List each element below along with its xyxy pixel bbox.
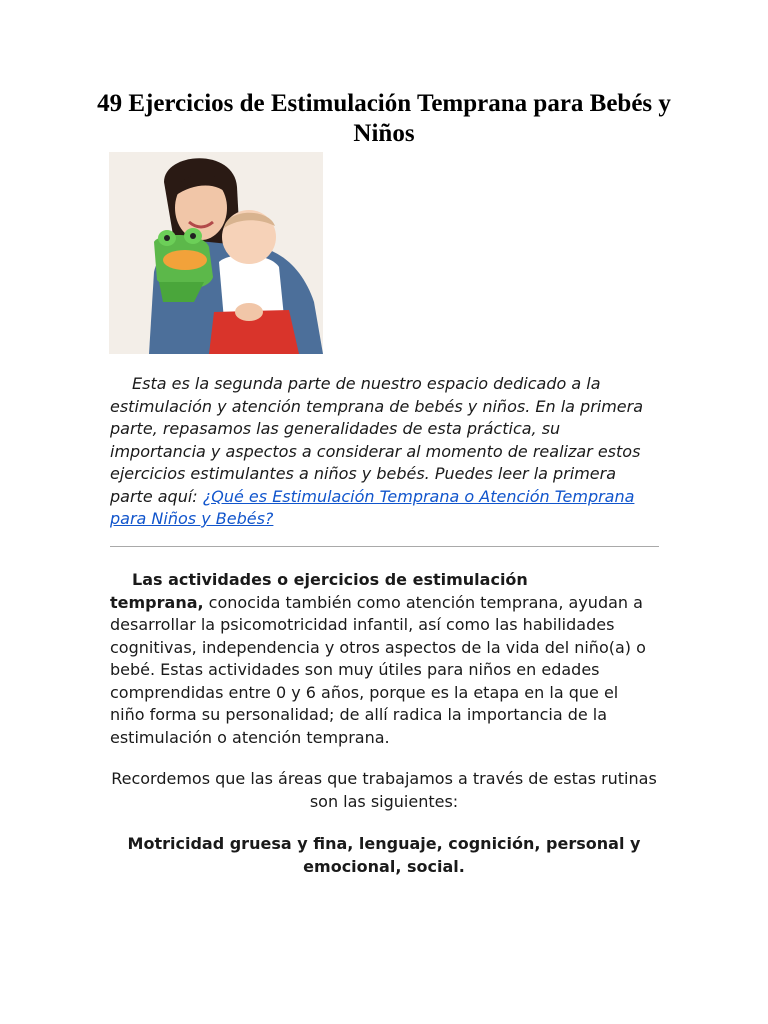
intro-text: Esta es la segunda parte de nuestro espacio dedicado a la estimulación y atención temprana de bebés y niños. En la primera parte, repasamos las generalidades de esta práctica, su importancia y aspectos a considerar al momento de realizar estos ejercicios estimulantes a niños y bebés. Puedes leer la primera parte aquí:: [110, 374, 644, 506]
areas-intro-paragraph: Recordemos que las áreas que trabajamos a través de estas rutinas son las siguientes:: [111, 769, 657, 811]
intro-paragraph: [110, 373, 658, 531]
mother-baby-photo: [109, 152, 323, 354]
areas-list-paragraph: Motricidad gruesa y fina, lenguaje, cognición, personal y emocional, social.: [127, 834, 641, 876]
activities-heading-line: Las actividades o ejercicios de estimulación: [132, 570, 528, 589]
activities-paragraph: [110, 569, 650, 749]
section-divider: [110, 546, 659, 547]
activities-text: conocida también como atención temprana, ayudan a desarrollar la psicomotricidad infantil, así como las habilidades cognitivas, independencia y otros aspectos de la vida del niño(a) o bebé. Estas actividades son muy útiles para niños en edades comprendidas entre 0 y 6 años, porque es la etapa en la que el niño forma su personalidad; de allí radica la importancia de la estimulación o atención temprana.: [110, 592, 646, 747]
activities-heading-word: temprana,: [110, 592, 204, 612]
page-title: 49 Ejercicios de Estimulación Temprana para Bebés y Niños: [97, 90, 671, 147]
photo-illustration: [109, 152, 323, 354]
first-part-link[interactable]: ¿Qué es Estimulación Temprana o Atención Temprana para Niños y Bebés?: [110, 486, 635, 528]
